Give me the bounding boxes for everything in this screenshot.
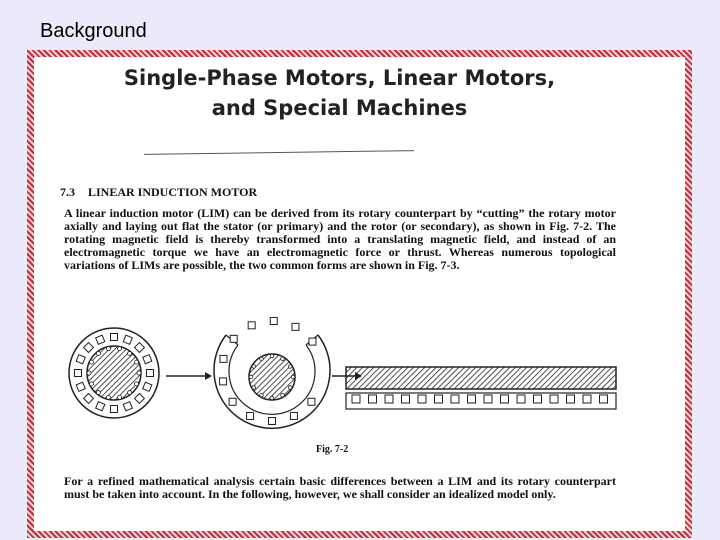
stator-slot [84, 343, 94, 353]
rotor-bar [128, 351, 132, 355]
rotor-bar [96, 391, 100, 395]
slide-title: Background [40, 20, 147, 42]
stator-slot [135, 394, 145, 404]
rotor-bar [288, 386, 292, 390]
section-number: 7.3 [60, 185, 75, 199]
primary-slot [352, 395, 360, 403]
stator-slot [309, 338, 316, 345]
primary-slot [369, 395, 377, 403]
stator-slot [76, 355, 85, 364]
scanned-page-frame [27, 50, 692, 538]
stator-slot [143, 382, 152, 391]
primary-slot [583, 395, 591, 403]
stator-slot [230, 335, 237, 342]
primary-slot [600, 395, 608, 403]
rotor-bar [135, 382, 139, 386]
primary-slot [567, 395, 575, 403]
rotor-bar [89, 360, 93, 364]
stator-slot [220, 355, 227, 362]
primary-slot [484, 395, 492, 403]
primary-slot [468, 395, 476, 403]
stator-slot [75, 370, 82, 377]
stator-slot [147, 370, 154, 377]
rotor-bar [291, 375, 295, 379]
stator-slot [248, 322, 255, 329]
rotor-bar [252, 386, 256, 390]
rotor-bar [128, 391, 132, 395]
rotor [87, 346, 141, 400]
paragraph-analysis: For a refined mathematical analysis certain basic differences between a LIM and its rotary counterpart must be taken into account. In the following, however, we shall consider an idealized model only. [64, 474, 616, 501]
secondary [346, 367, 616, 389]
rotor-bar [281, 393, 285, 397]
stator-slot [143, 355, 152, 364]
rotor-bar [118, 347, 122, 351]
rotor [249, 354, 295, 400]
stator-slot [292, 323, 299, 330]
primary-slot [385, 395, 393, 403]
figure-caption: Fig. 7-2 [316, 444, 349, 455]
rotor-bar [87, 371, 91, 375]
primary-slot [418, 395, 426, 403]
primary-slot [451, 395, 459, 403]
primary-slot [517, 395, 525, 403]
stator-slot [123, 335, 132, 344]
rotor-bar [281, 357, 285, 361]
rotor-bar [106, 347, 110, 351]
stator-slot [111, 406, 118, 413]
stator-slot [308, 398, 315, 405]
rotary-motor-drawing [69, 328, 159, 418]
primary-slot [501, 395, 509, 403]
scanned-page [34, 57, 685, 531]
rotor-bar [118, 395, 122, 399]
cut-motor-drawing [214, 318, 330, 429]
stator-slot [135, 343, 145, 353]
chapter-title-line1: Single-Phase Motors, Linear Motors, [123, 66, 556, 90]
stator-slot [111, 334, 118, 341]
arrow-head [205, 372, 212, 380]
section-title: LINEAR INDUCTION MOTOR [88, 185, 258, 199]
stator-slot [290, 412, 297, 419]
figure-lim-derivation [62, 311, 622, 441]
primary-slot [550, 395, 558, 403]
rotor-bar [270, 396, 274, 400]
stator-slot [220, 378, 227, 385]
rotor-bar [137, 371, 141, 375]
rotor-bar [96, 351, 100, 355]
stator-slot [84, 394, 94, 404]
stator-slot [123, 402, 132, 411]
primary-slot [435, 395, 443, 403]
rotor-bar [249, 375, 253, 379]
rotor-bar [89, 382, 93, 386]
stator-slot [96, 402, 105, 411]
rotor-bar [252, 365, 256, 369]
rotor-bar [270, 354, 274, 358]
section-heading [60, 185, 257, 200]
rotor-bar [288, 365, 292, 369]
primary-slot [402, 395, 410, 403]
rotor-bar [106, 395, 110, 399]
chapter-title-line2: and Special Machines [211, 96, 468, 120]
stator-slot [247, 412, 254, 419]
paragraph-lim-intro: A linear induction motor (LIM) can be derived from its rotary counterpart by “cutting” the rotary motor axially and laying out flat the stator (or primary) and the rotor (or secondary), as shown in Fig. 7-2. The rotating magnetic field is thereby transformed into a translating magnetic field, and instead of an electromagnetic torque we have an electromagnetic force or thrust. Whereas numerous topological variations of LIMs are possible, the two common forms are shown in Fig. 7-3. [64, 206, 616, 272]
rotor-bar [260, 393, 264, 397]
primary-slot [534, 395, 542, 403]
stator-slot [76, 382, 85, 391]
stator-slot [269, 418, 276, 425]
stator-slot [96, 335, 105, 344]
stator-slot [229, 398, 236, 405]
chapter-title [34, 63, 645, 123]
linear-motor-drawing [346, 367, 616, 409]
divider [144, 150, 414, 155]
rotor-bar [260, 357, 264, 361]
rotor-bar [135, 360, 139, 364]
stator-slot [270, 318, 277, 325]
